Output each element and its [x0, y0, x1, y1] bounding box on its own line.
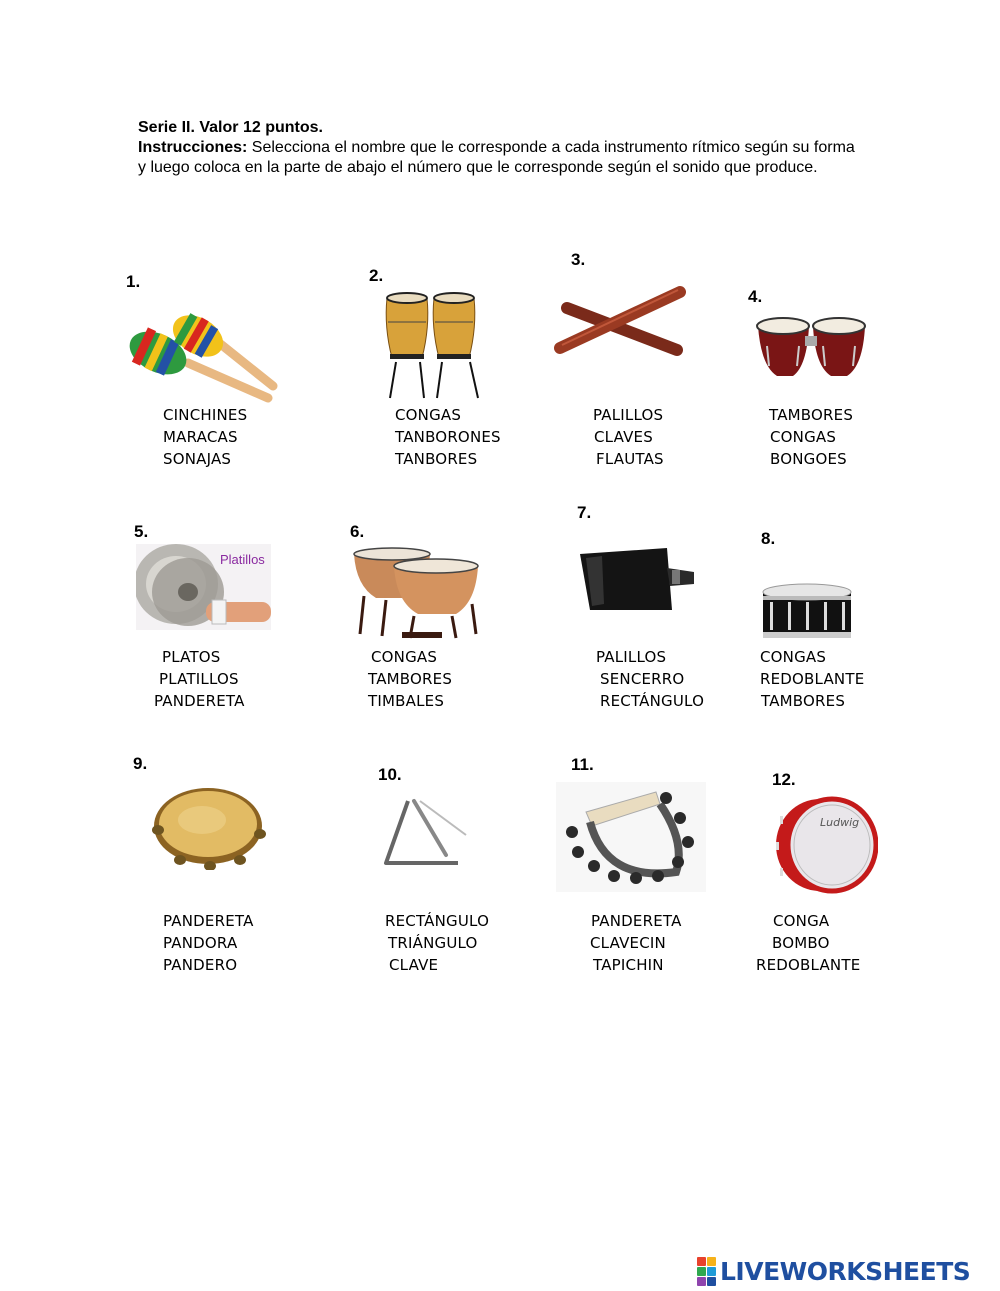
item-11-option-pandereta[interactable]: PANDERETA	[591, 912, 682, 930]
item-4-option-bongoes[interactable]: BONGOES	[770, 450, 847, 468]
item-5-option-pandereta[interactable]: PANDERETA	[154, 692, 245, 710]
snare-drum-icon	[760, 582, 854, 642]
item-9-option-pandero[interactable]: PANDERO	[163, 956, 238, 974]
claves-icon	[552, 280, 687, 360]
item-7-option-sencerro[interactable]: SENCERRO	[600, 670, 685, 688]
instructions-text	[138, 138, 858, 178]
liveworksheets-cube-icon	[697, 1257, 716, 1286]
item-7-option-rectangulo[interactable]: RECTÁNGULO	[600, 692, 705, 710]
instructions-block	[138, 118, 858, 178]
item-5-option-platos[interactable]: PLATOS	[162, 648, 221, 666]
item-4-option-congas[interactable]: CONGAS	[770, 428, 837, 446]
item-6-option-timbales[interactable]: TIMBALES	[368, 692, 445, 710]
triangle-instrument-icon	[380, 795, 470, 875]
item-number-5: 5.	[134, 522, 149, 541]
item-1-option-sonajas[interactable]: SONAJAS	[163, 450, 232, 468]
item-2-option-congas[interactable]: CONGAS	[395, 406, 462, 424]
item-10-option-clave[interactable]: CLAVE	[389, 956, 439, 974]
item-1-option-maracas[interactable]: MARACAS	[163, 428, 238, 446]
item-number-8: 8.	[761, 529, 776, 548]
tambourine-icon	[150, 782, 268, 870]
item-6-option-tambores[interactable]: TAMBORES	[368, 670, 453, 688]
item-2-option-tanborones[interactable]: TANBORONES	[395, 428, 501, 446]
item-number-9: 9.	[133, 754, 148, 773]
item-3-option-flautas[interactable]: FLAUTAS	[596, 450, 664, 468]
item-12-option-conga[interactable]: CONGA	[773, 912, 830, 930]
instructions-body: Selecciona el nombre que le corresponde a cada instrumento rítmico según su forma y luego coloca en la parte de abajo el número que le corresponde según el sonido que produce.	[138, 139, 855, 176]
item-number-11: 11.	[571, 755, 594, 774]
maracas-icon	[128, 308, 278, 408]
instructions-label: Instrucciones:	[138, 139, 248, 156]
item-4-option-tambores[interactable]: TAMBORES	[769, 406, 854, 424]
item-3-option-palillos[interactable]: PALILLOS	[593, 406, 664, 424]
item-5-option-platillos[interactable]: PLATILLOS	[159, 670, 239, 688]
item-9-option-pandereta[interactable]: PANDERETA	[163, 912, 254, 930]
item-8-option-congas[interactable]: CONGAS	[760, 648, 827, 666]
svg-text:Ludwig: Ludwig	[820, 816, 860, 829]
cowbell-icon	[572, 544, 702, 616]
congas-icon	[382, 292, 487, 400]
item-number-12: 12.	[772, 770, 796, 789]
half-moon-tambourine-icon	[556, 782, 706, 892]
item-12-option-bombo[interactable]: BOMBO	[772, 934, 830, 952]
bass-drum-icon	[772, 796, 878, 894]
liveworksheets-logo	[697, 1256, 970, 1286]
item-6-option-congas[interactable]: CONGAS	[371, 648, 438, 666]
item-number-3: 3.	[571, 250, 586, 269]
serie-title: Serie II. Valor 12 puntos.	[138, 119, 323, 136]
liveworksheets-logo-text: LIVEWORKSHEETS	[720, 1256, 971, 1286]
item-10-option-triangulo[interactable]: TRIÁNGULO	[388, 934, 478, 952]
item-number-10: 10.	[378, 765, 402, 784]
item-8-option-tambores[interactable]: TAMBORES	[761, 692, 846, 710]
item-10-option-rectangulo[interactable]: RECTÁNGULO	[385, 912, 490, 930]
item-number-1: 1.	[126, 272, 141, 291]
item-2-option-tanbores[interactable]: TANBORES	[395, 450, 478, 468]
item-11-option-tapichin[interactable]: TAPICHIN	[593, 956, 664, 974]
cymbals-caption: Platillos	[220, 552, 265, 567]
item-7-option-palillos[interactable]: PALILLOS	[596, 648, 667, 666]
item-3-option-claves[interactable]: CLAVES	[594, 428, 653, 446]
item-8-option-redoblante[interactable]: REDOBLANTE	[760, 670, 865, 688]
timpani-icon	[352, 546, 480, 640]
item-1-option-cinchines[interactable]: CINCHINES	[163, 406, 248, 424]
cymbals-icon	[136, 544, 271, 630]
item-number-2: 2.	[369, 266, 384, 285]
item-number-4: 4.	[748, 287, 763, 306]
item-11-option-clavecin[interactable]: CLAVECIN	[590, 934, 666, 952]
item-number-7: 7.	[577, 503, 592, 522]
item-9-option-pandora[interactable]: PANDORA	[163, 934, 238, 952]
item-number-6: 6.	[350, 522, 365, 541]
item-12-option-redoblante[interactable]: REDOBLANTE	[756, 956, 861, 974]
bongoes-icon	[755, 316, 867, 382]
